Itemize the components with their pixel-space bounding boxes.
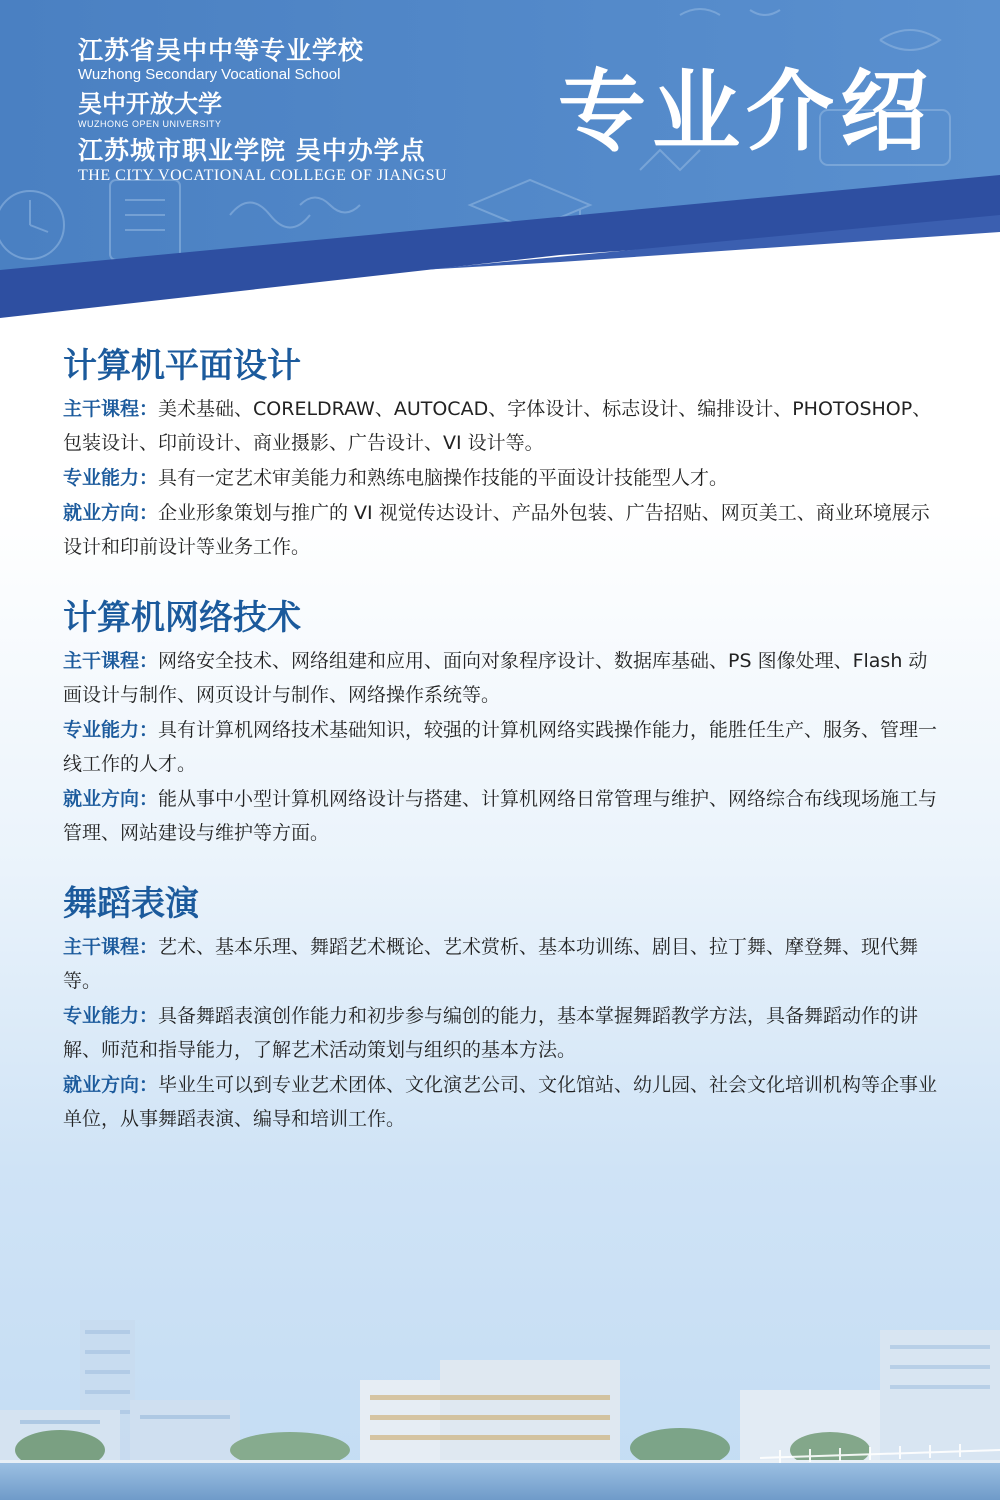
section-title: 计算机网络技术 [63,598,301,638]
courses-text: 网络安全技术、网络组建和应用、面向对象程序设计、数据库基础、PS 图像处理、Flash 动画设计与制作、网页设计与制作、网络操作系统等。 [63,650,928,706]
ability-label: 专业能力： [63,1005,159,1027]
career-text: 能从事中小型计算机网络设计与搭建、计算机网络日常管理与维护、网络综合布线现场施工与管理、网站建设与维护等方面。 [63,788,938,844]
career-entry [63,1068,943,1136]
courses-entry [63,644,943,712]
ability-entry [63,461,943,495]
career-entry [63,782,943,850]
college-name-en: THE CITY VOCATIONAL COLLEGE OF JIANGSU [78,167,448,184]
header-banner [0,0,1000,320]
campus-scene [0,1300,1000,1500]
ability-label: 专业能力： [63,719,159,741]
career-label: 就业方向： [63,502,159,524]
career-text: 企业形象策划与推广的 VI 视觉传达设计、产品外包装、广告招贴、网页美工、商业环境展示设计和印前设计等业务工作。 [63,502,930,558]
university-name-en: WUZHONG OPEN UNIVERSITY [78,119,222,129]
ability-label: 专业能力： [63,467,159,489]
courses-label: 主干课程： [63,936,159,958]
career-label: 就业方向： [63,1074,159,1096]
college-name-cn: 江苏城市职业学院 吴中办学点 [78,136,426,165]
ability-entry [63,713,943,781]
page-title: 专业介绍 [557,60,934,163]
campus-illustration [0,1300,1000,1500]
courses-entry [63,392,943,460]
courses-entry [63,930,943,998]
major-section [63,592,943,850]
school-name-en: Wuzhong Secondary Vocational School [78,66,341,83]
ability-text: 具有一定艺术审美能力和熟练电脑操作技能的平面设计技能型人才。 [158,467,729,489]
courses-text: 美术基础、CORELDRAW、AUTOCAD、字体设计、标志设计、编排设计、PHOTOSHOP、包装设计、印前设计、商业摄影、广告设计、VI 设计等。 [63,398,932,454]
school-name-cn: 江苏省吴中中等专业学校 [78,36,365,65]
major-section [63,340,943,564]
courses-label: 主干课程： [63,398,159,420]
courses-text: 艺术、基本乐理、舞蹈艺术概论、艺术赏析、基本功训练、剧目、拉丁舞、摩登舞、现代舞等。 [63,936,919,992]
career-entry [63,496,943,564]
section-title: 计算机平面设计 [63,346,301,386]
university-name-cn: 吴中开放大学 [78,89,222,118]
school-names [78,36,447,186]
ability-entry [63,999,943,1067]
major-list [63,340,943,1164]
major-section [63,878,943,1136]
courses-label: 主干课程： [63,650,159,672]
ability-text: 具有计算机网络技术基础知识，较强的计算机网络实践操作能力，能胜任生产、服务、管理一线工作的人才。 [63,719,938,775]
ability-text: 具备舞蹈表演创作能力和初步参与编创的能力，基本掌握舞蹈教学方法，具备舞蹈动作的讲解、师范和指导能力，了解艺术活动策划与组织的基本方法。 [63,1005,919,1061]
career-label: 就业方向： [63,788,159,810]
section-title: 舞蹈表演 [63,884,199,924]
career-text: 毕业生可以到专业艺术团体、文化演艺公司、文化馆站、幼儿园、社会文化培训机构等企事业单位，从事舞蹈表演、编导和培训工作。 [63,1074,938,1130]
